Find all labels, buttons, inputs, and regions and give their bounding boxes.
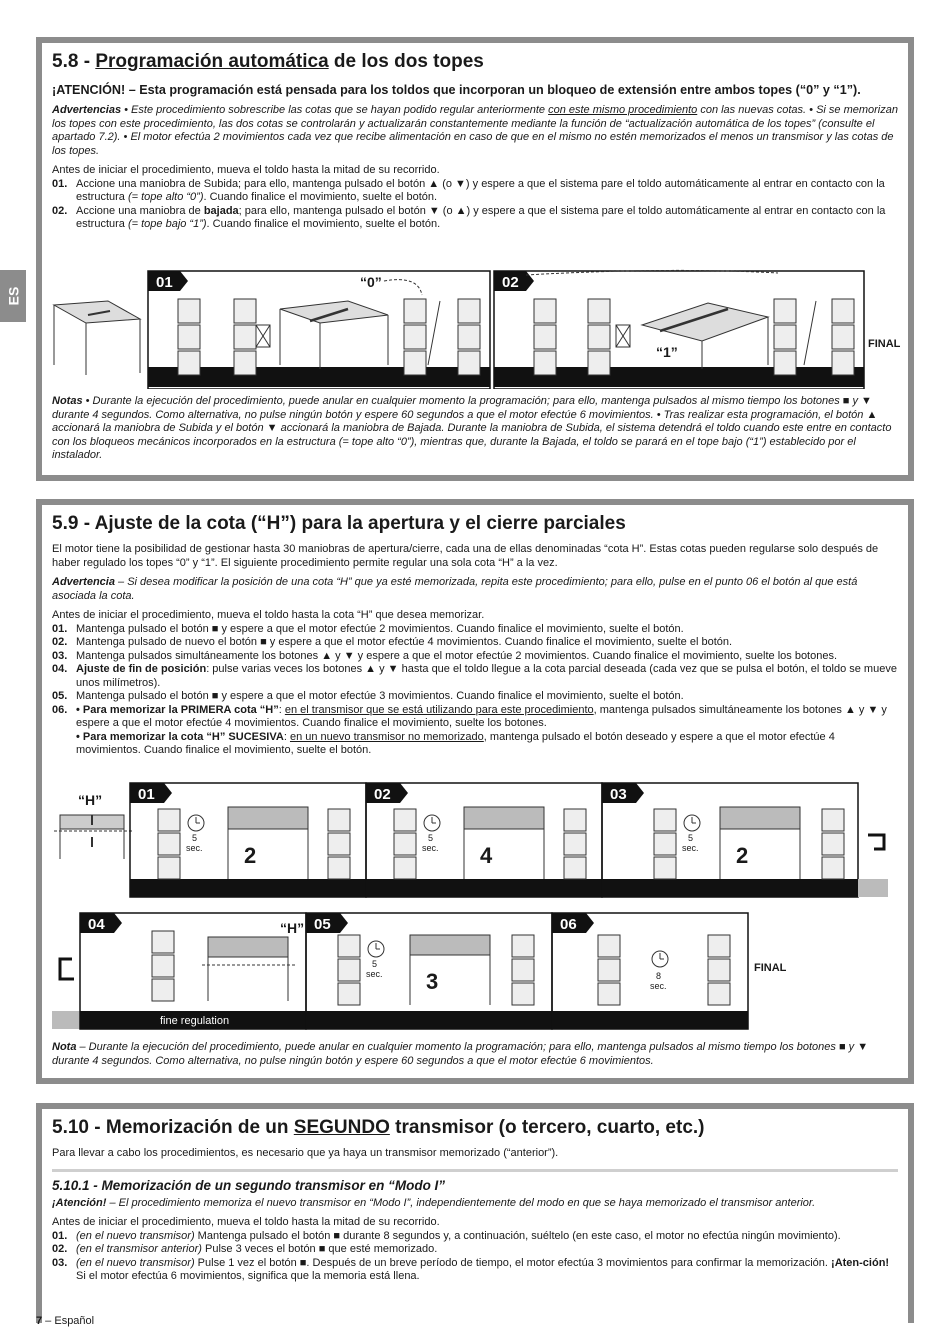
return-arrow-icon [60,959,74,979]
awning-illustration-h2 [464,807,544,879]
clock-icon-6 [652,951,668,967]
figure-h-row1 [48,779,908,899]
svg-text:sec.: sec. [422,843,439,853]
svg-text:sec.: sec. [650,981,667,991]
warnings-paragraph: Advertencias • Este procedimiento sobrescribe las cotas que se hayan podido regular anteriormente con este mismo procedimiento con las nuevas cotas. • Si se memorizan los topes con este procedimiento, las dos cotas se controlarán y actualizarán constantemente mediante la función de “actualización automática de los topes” (consulte el apartado 7.2). • El motor efectúa 2 movimientos cada vez que recibe alimentación en caso de que en el mismo no estén memorizados el menos un transmisor y las cotas de los topes. [52,104,898,157]
final-label: FINAL [868,338,901,350]
page-footer [36,1315,94,1327]
svg-text:sec.: sec. [366,969,383,979]
step-02: 02. Accione una maniobra de bajada; para ello, mantenga pulsado el botón ▼ (o ▲) y espere a que el sistema pare el toldo automáticamente al entrar en contacto con la estructura (= tope bajo “1”). Cuando finalice el movimiento, suelte el botón. [52,204,886,230]
section-5-8-title: 5.8 - Programación automática de los dos topes [52,51,484,72]
remote-icon [178,299,256,375]
remote-release-h6 [708,935,730,1005]
s59-step-05: 05. Mantenga pulsado el botón ■ y espere a que el motor efectúe 3 movimientos. Cuando finalice el movimiento, suelte el botón. [52,690,684,702]
s59-warning: Advertencia – Si desea modificar la posición de una cota “H” que ya esté memorizada, repita este procedimiento; para ello, pulse en el punto 06 el botón al que está asociada la cota. [52,576,858,602]
awning-h-illustration [54,815,132,859]
divider [52,1169,898,1172]
svg-text:sec.: sec. [682,843,699,853]
clock-icon-5 [368,941,384,957]
page-number: 7 [36,1315,43,1327]
s59-note: Nota – Durante la ejecución del procedimiento, puede anular en cualquier momento la programación; para ello, mantenga pulsados al mismo tiempo los botones ■ y ▼ durante 4 segundos. Como alternativa, no pulse ningún botón y espere 60 segundos a que el motor efectúe 6 movimientos. [52,1041,869,1067]
clock-icon [188,815,204,831]
remote-icon-h2 [394,809,416,879]
move-count-2b: 2 [736,843,749,868]
move-count-3: 3 [426,969,439,994]
clock-icon-3 [684,815,700,831]
remote-release-icon [404,299,480,375]
fine-regulation-label: fine regulation [160,1015,230,1027]
section-5-8 [36,37,914,481]
svg-text:5: 5 [688,833,694,843]
h-step-03-badge: 03 [610,786,627,803]
remote-icon-h4 [152,931,174,1001]
remote-icon-2 [534,299,610,375]
s510-before-start: Antes de iniciar el procedimiento, mueva el toldo hasta la mitad de su recorrido. [52,1216,440,1228]
s510-step-02: 02. (en el transmisor anterior) Pulse 3 veces el botón ■ que esté memorizado. [52,1243,438,1255]
intro-text: Antes de iniciar el procedimiento, mueva el toldo hasta la mitad de su recorrido. [52,164,440,176]
s59-step-02: 02. Mantenga pulsado de nuevo el botón ■ y espere a que el motor efectúe 4 movimientos. Cuando finalice el movimiento, suelte el botón. [52,636,733,648]
s59-step-06: 06. • Para memorizar la PRIMERA cota “H”: en el transmisor que se está utilizando para este procedimiento, mantenga pulsados simultáneamente los botones ▲ y ▼ y espere a que el motor efectúe 4 movimientos. Cuando finalice el movimiento, suelte los botones. • Para memorizar la cota “H” SUCESIVA: en un nuevo transmisor no memorizado, mantenga pulsado el botón deseado y espere a que el motor efectúe 4 movimientos. Cuando finalice el movimiento, suelte el botón. [52,703,887,756]
label-zero: “0” [360,274,382,290]
clock-icon-2 [424,815,440,831]
s59-step-03: 03. Mantenga pulsados simultáneamente los botones ▲ y ▼ y espere a que el motor efectúe 2 movimientos. Cuando finalice el movimiento, suelte los botones. [52,649,838,662]
remote-release-h2 [564,809,586,879]
figure-auto-programming [48,265,908,389]
move-count-2: 2 [244,843,257,868]
awning-illustration-h1 [228,807,308,879]
s510-step-01: 01. (en el nuevo transmisor) Mantenga pulsado el botón ■ durante 8 segundos y, a continuación, suéltelo (en este caso, el motor no efectúa ningún movimiento). [52,1229,841,1242]
section-5-9-title: 5.9 - Ajuste de la cota (“H”) para la apertura y el cierre parciales [52,513,626,534]
step-01-badge: 01 [156,274,173,291]
awning-up-illustration [280,301,388,369]
awning-illustration-h5 [410,935,490,1005]
h-label-2: “H” [280,920,305,936]
remote-icon-h3 [654,809,676,879]
step-02-badge: 02 [502,274,519,291]
hourglass-icon-2 [616,325,630,347]
step-01: 01. Accione una maniobra de Subida; para ello, mantenga pulsado el botón ▲ (o ▼) y espere a que el sistema pare el toldo automáticamente al entrar en contacto con la estructura (= tope alto “0”). Cuando finalice el movimiento, suelte el botón. [52,177,885,203]
final-label-2: FINAL [754,962,787,974]
move-count-4: 4 [480,843,493,868]
svg-text:sec.: sec. [186,843,203,853]
remote-icon-h5 [338,935,360,1005]
footer-language: – Español [42,1315,95,1327]
awning-illustration-h4 [202,937,296,1001]
svg-text:5: 5 [192,833,198,843]
remote-release-h3 [822,809,844,879]
attention-text: ¡ATENCIÓN! – Esta programación está pensada para los toldos que incorporan un bloqueo de extensión entre ambos topes (“0” y “1”). [52,83,861,97]
h-step-02-badge: 02 [374,786,391,803]
s59-step-01: 01. Mantenga pulsado el botón ■ y espere a que el motor efectúe 2 movimientos. Cuando finalice el movimiento, suelte el botón. [52,622,684,635]
language-tab-label: ES [5,286,22,306]
svg-text:5: 5 [428,833,434,843]
s59-step-04: 04. Ajuste de fin de posición: pulse varias veces los botones ▲ y ▼ hasta que el toldo llegue a la cota parcial deseada (cada vez que se pulsa el botón, el toldo se mueve unos milímetros). [52,663,897,689]
remote-release-h1 [328,809,350,879]
h-label: “H” [78,792,103,808]
h-step-06-badge: 06 [560,916,577,933]
hourglass-icon [256,325,270,347]
s59-intro-paragraph: El motor tiene la posibilidad de gestionar hasta 30 maniobras de apertura/cierre, cada una de ellas denominadas “cota H”. Estas cotas pueden regularse solo después de haber regulado los topes “0” y “1”. El siguiente procedimiento permite regular una sola cota “H” a la vez. [52,543,879,569]
pergola-illustration [54,301,140,375]
section-5-10-title: 5.10 - Memorización de un SEGUNDO transmisor (o tercero, cuarto, etc.) [52,1117,705,1138]
notes-paragraph: Notas • Durante la ejecución del procedimiento, puede anular en cualquier momento la programación; para ello, mantenga pulsados al mismo tiempo los botones ■ y ▼ durante 4 segundos. Como alternativa, no pulse ningún botón y espere 60 segundos a que el motor efectúe 6 movimientos. • Tras realizar esta programación, el botón ▲ accionará la maniobra de Subida y el botón ▼ accionará la maniobra de Bajada. Durante la maniobra de Subida, el sistema detendrá el toldo cuando este entre en contacto con los bloqueos mecánicos incorporados en la estructura (= tope alto “0”), mientras que, durante la Bajada, el toldo se parará en el tope bajo (“1”) establecido por el instalador. [52,395,892,461]
svg-text:8: 8 [656,971,662,981]
label-one: “1” [656,344,678,360]
figure-h-row2 [48,909,908,1039]
language-tab [0,270,26,322]
continue-arrow-icon [868,835,884,849]
remote-icon-h6 [598,935,620,1005]
subsection-5-10-1-title: 5.10.1 - Memorización de un segundo transmisor en “Modo I” [52,1177,446,1193]
remote-icon-h1 [158,809,180,879]
remote-release-h5 [512,935,534,1005]
s510-attention: ¡Atención! – El procedimiento memoriza el nuevo transmisor en “Modo I”, independientemente del modo en que se haya memorizado el transmisor anterior. [52,1196,816,1209]
section-5-10 [36,1103,914,1323]
section-5-9 [36,499,914,1084]
awning-illustration-h3 [720,807,800,879]
h-step-01-badge: 01 [138,786,155,803]
svg-text:5: 5 [372,959,378,969]
s510-step-03: 03. (en el nuevo transmisor) Pulse 1 vez el botón ■. Después de un breve período de tiempo, el motor efectúa 3 movimientos para confirmar la memorización. ¡Aten-ción! Si el motor efectúa 6 movimientos, significa que la memoria está llena. [52,1256,890,1282]
s510-intro: Para llevar a cabo los procedimientos, es necesario que ya haya un transmisor memorizado (“anterior”). [52,1147,559,1159]
s59-before-start: Antes de iniciar el procedimiento, mueva el toldo hasta la cota “H” que desea memorizar. [52,609,485,621]
h-step-05-badge: 05 [314,916,331,933]
h-step-04-badge: 04 [88,916,105,933]
